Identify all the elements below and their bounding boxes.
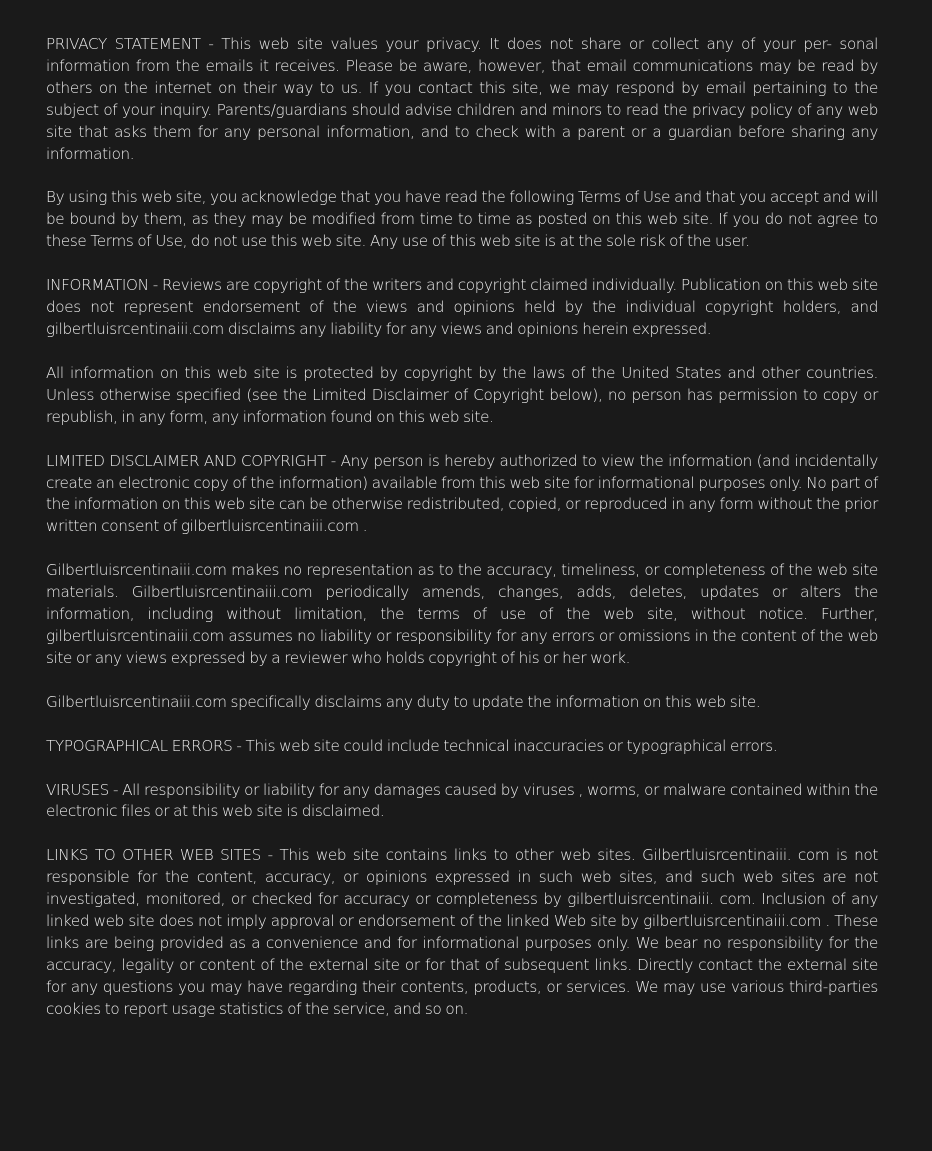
terms-of-use-document [46,34,878,1043]
links-to-other-sites-paragraph: LINKS TO OTHER WEB SITES - This web site contains links to other web sites. Gilbertluisrcentinaiii. com is not responsible for the content, accuracy, or opinions expressed in such web sites, and such web sites are not investigated, monitored, or checked for accuracy or completeness by gilbertluisrcentinaiii. com. Inclusion of any linked web site does not imply approval or endorsement of the linked Web site by gilbertluisrcentinaiii.com . These links are being provided as a convenience and for informational purposes only. We bear no responsibility for the accuracy, legality or content of the external site or for that of subsequent links. Directly contact the external site for any questions you may have regarding their contents, products, or services. We may use various third-parties cookies to report usage statistics of the service, and so on. [46,846,878,1018]
typographical-errors-paragraph: TYPOGRAPHICAL ERRORS - This web site could include technical inaccuracies or typographical errors. [46,736,778,755]
update-duty-paragraph: Gilbertluisrcentinaiii.com specifically disclaims any duty to update the information on this web site. [46,692,761,711]
terms-acceptance-paragraph: By using this web site, you acknowledge that you have read the following Terms of Use and that you accept and will be bound by them, as they may be modified from time to time as posted on this web site. If you do not agree to these Terms of Use, do not use this web site. Any use of this web site is at the sole risk of the user. [46,188,878,251]
privacy-statement-paragraph: PRIVACY STATEMENT - This web site values your privacy. It does not share or collect any of your per- sonal information from the emails it receives. Please be aware, however, that email communications may be read by others on the internet on their way to us. If you contact this site, we may respond by email pertaining to the subject of your inquiry. Parents/guardians should advise children and minors to read the privacy policy of any web site that asks them for any personal information, and to check with a parent or a guardian before sharing any information. [46,35,878,163]
copyright-protection-paragraph: All information on this web site is protected by copyright by the laws of the United States and other countries. Unless otherwise specified (see the Limited Disclaimer of Copyright below), no person has permission to copy or republish, in any form, any information found on this web site. [46,363,878,426]
limited-disclaimer-paragraph: LIMITED DISCLAIMER AND COPYRIGHT - Any person is hereby authorized to view the information (and incidentally create an electronic copy of the information) available from this web site for informational purposes only. No part of the information on this web site can be otherwise redistributed, copied, or reproduced in any form without the prior written consent of gilbertluisrcentinaiii.com . [46,451,878,536]
accuracy-disclaimer-paragraph: Gilbertluisrcentinaiii.com makes no representation as to the accuracy, timeliness, or completeness of the web site materials. Gilbertluisrcentinaiii.com periodically amends, changes, adds, deletes, updates or alters the information, including without limitation, the terms of use of the web site, without notice. Further, gilbertluisrcentinaiii.com assumes no liability or responsibility for any errors or omissions in the content of the web site or any views expressed by a reviewer who holds copyright of his or her work. [46,561,878,667]
viruses-paragraph: VIRUSES - All responsibility or liability for any damages caused by viruses , worms, or malware contained within the electronic files or at this web site is disclaimed. [46,780,878,821]
information-paragraph: INFORMATION - Reviews are copyright of the writers and copyright claimed individually. Publication on this web site does not represent endorsement of the views and opinions held by the individual copyright holders, and gilbertluisrcentinaiii.com disclaims any liability for any views and opinions herein expressed. [46,276,878,338]
